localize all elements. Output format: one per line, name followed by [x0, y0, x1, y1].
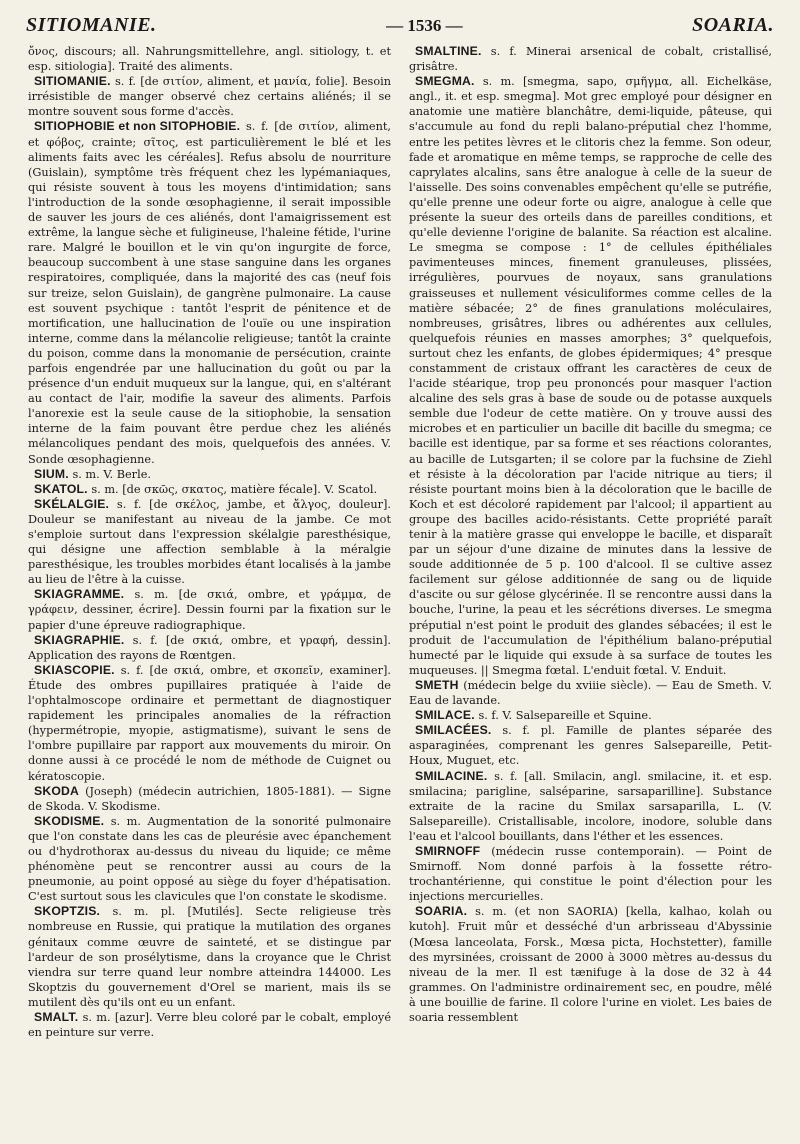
entry-definition: s. m. pl. [Mutilés]. Secte religieuse très nombreuse en Russie, qui pratique la mutilation des organes génitaux comme œuvre de sainteté, et se distingue par l'ardeur de son prosélytisme, dans la croyance que le Christ viendra sur terre quand leur nombre atteindra 144000. Les Skoptzis du gouvernement d'Orel se marient, mais ils se mutilent dès qu'ils ont eu un enfant.	[28, 905, 391, 1009]
dictionary-entry	[28, 663, 391, 784]
entry-headword: SMILACE.	[415, 708, 475, 723]
entry-definition: s. f. [all. Smilacin, angl. smilacine, it. et esp. smilacina; parigline, salséparine, sarsaparilline]. Substance extraite de la racine du Smilax sarsaparilla, L. (V. Salsepareille). Cristallisable, incolore, inodore, soluble dans l'eau et l'alcool bouillants, dans l'éther et les essences.	[409, 769, 772, 843]
entry-definition: s. m. Augmentation de la sonorité pulmonaire que l'on constate dans les cas de pleurésie avec épanchement ou d'hydrothorax au-dessus du niveau du liquide; ce même phénomène peut se rencontrer aussi au cours de la pneumonie, au point opposé au siège du foyer d'hépatisation. C'est surtout sous les clavicules que l'on constate le skodisme.	[28, 814, 391, 904]
header-last-word: SOARIA.	[692, 14, 774, 36]
entry-definition: s. f. Minerai arsenical de cobalt, cristallisé, grisâtre.	[409, 45, 772, 74]
entry-headword: SMIRNOFF	[415, 843, 481, 858]
entry-definition: s. m. [de σκιά, ombre, et γράμμα, de γράφειν, dessiner, écrire]. Dessin fourni par la fixation sur le papier d'une épreuve radiographique.	[28, 588, 391, 632]
dictionary-entry	[28, 633, 391, 663]
dictionary-entry	[409, 723, 772, 768]
entry-definition: (médecin belge du xviiie siècle). — Eau de Smeth. V. Eau de lavande.	[409, 678, 772, 708]
entry-definition: s. f. [de σκιά, ombre, et γραφή, dessin]. Application des rayons de Rœntgen.	[28, 633, 391, 662]
entry-definition: s. f. [de σκιά, ombre, et σκοπεῖν, examiner]. Étude des ombres pupillaires pratiquée à l'aide de l'ophtalmoscope ordinaire et permettant de diagnostiquer rapidement les principales anomalies de la réfraction (hypermétropie, myopie, astigmatisme), suivant le sens de l'ombre pupillaire par rapport aux mouvements du miroir. On donne aussi à ce procédé le nom de méthode de Cuignet ou kératoscopie.	[28, 663, 391, 783]
dictionary-entry	[28, 44, 391, 74]
dictionary-entry	[28, 74, 391, 119]
dictionary-entry	[409, 844, 772, 904]
dictionary-entry	[409, 44, 772, 74]
entry-definition: (médecin russe contemporain). — Point de Smirnoff. Nom donné parfois à la fossette rétro-trochantérienne, qui constitue le point d'élection pour les injections mercurielles.	[409, 844, 772, 904]
left-column	[28, 44, 391, 1130]
right-column	[409, 44, 772, 1130]
dictionary-entry	[409, 678, 772, 708]
entry-headword: SKIAGRAMME.	[34, 587, 125, 602]
dictionary-entry	[28, 467, 391, 482]
entry-headword: SMALT.	[34, 1010, 79, 1024]
entry-headword: SKIAGRAPHIE.	[34, 632, 125, 647]
entry-headword: SITIOMANIE.	[34, 74, 111, 89]
entry-definition: s. m. [azur]. Verre bleu coloré par le cobalt, employé en peinture sur verre.	[28, 1011, 391, 1040]
entry-headword: SMETH	[415, 677, 459, 692]
entry-definition: s. f. [de σιτίον, aliment, et φόβος, crainte; σῖτος, est particulièrement le blé et les aliments faits avec les céréales]. Refus absolu de nourriture (Guislain), symptôme très fréquent chez les lypémaniaques, qui résiste souvent à tous les moyens d'intimidation; sans l'introduction de la sonde œsophagienne, il serait impossible de sauver les jours de ces aliénés, dont l'amaigrissement est extrême, la langue sèche et fuligineuse, l'haleine fétide, l'urine rare. Malgré le bouillon et le vin qu'on ingurgite de force, beaucoup succombent à une stase sanguine dans les organes respiratoires, compliquée, dans la majorité des cas (neuf fois sur treize, selon Guislain), de gangrène pulmonaire. La cause est souvent psychique : tantôt l'esprit de pénitence et de mortification, une hallucination de l'ouïe ou une inspiration interne, comme dans la mélancolie religieuse; tantôt la crainte du poison, comme dans la monomanie de persécution, crainte parfois engendrée par une hallucination du goût ou par la présence d'un enduit muqueux sur la langue, qui, en s'altérant au contact de l'air, modifie la saveur des aliments. Parfois l'anorexie est la seule cause de la sitiophobie, la sensation interne de la faim pouvant être perdue chez les aliénés mélancoliques pendant des mois, quelquefois des années. V. Sonde œsophagienne.	[28, 120, 391, 466]
entry-headword: SKODA	[34, 783, 80, 798]
entry-headword: SMILACÉES.	[415, 723, 492, 738]
entry-headword: SKATOL.	[34, 481, 88, 496]
page-number: — 1536 —	[386, 16, 463, 35]
entry-headword: SMILACINE.	[415, 768, 488, 783]
entry-headword: SKODISME.	[34, 813, 105, 828]
dictionary-entry	[409, 769, 772, 844]
dictionary-entry	[28, 119, 391, 466]
entry-headword: SMALTINE.	[415, 44, 482, 58]
dictionary-entry	[28, 497, 391, 588]
entry-headword: SIUM.	[34, 466, 69, 481]
entry-definition: ὄνος, discours; all. Nahrungsmittellehre, angl. sitiology, t. et esp. sitiologia]. Traité des aliments.	[28, 45, 391, 74]
dictionary-entry	[409, 74, 772, 678]
entry-definition: s. f. [de σκέλος, jambe, et ἄλγος, douleur]. Douleur se manifestant au niveau de la jambe. Ce mot s'emploie surtout dans l'expression skélalgie paresthésique, qui désigne une affection semblable à la méralgie paresthésique, les troubles morbides étant localisés à la jambe au lieu de l'être à la cuisse.	[28, 497, 391, 587]
entry-headword: SKOPTZIS.	[34, 904, 101, 919]
dictionary-entry	[28, 904, 391, 1010]
entry-definition: s. f. pl. Famille de plantes séparée des asparaginées, comprenant les genres Salsepareille, Petit-Houx, Muguet, etc.	[409, 724, 772, 768]
entry-definition: s. m. [de σκῶς, σκατος, matière fécale]. V. Scatol.	[91, 482, 378, 496]
entry-headword: SKIASCOPIE.	[34, 662, 115, 677]
header-first-word: SITIOMANIE.	[26, 14, 157, 36]
dictionary-entry	[28, 814, 391, 905]
dictionary-entry	[28, 784, 391, 814]
dictionary-entry	[28, 482, 391, 497]
entry-definition: s. m. V. Berle.	[72, 467, 151, 481]
running-header	[26, 14, 774, 40]
dictionary-entry	[409, 904, 772, 1025]
entry-headword: SITIOPHOBIE et non SITOPHOBIE.	[34, 119, 241, 134]
entry-headword: SOARIA.	[415, 904, 468, 919]
entry-definition: s. f. V. Salsepareille et Squine.	[478, 709, 652, 723]
entry-definition: s. f. [de σιτίον, aliment, et μανία, folie]. Besoin irrésistible de manger observé chez certains aliénés; il se montre souvent sous forme d'accès.	[28, 75, 391, 119]
text-columns	[28, 44, 772, 1130]
entry-definition: s. m. (et non SAORIA) [kella, kalhao, kolah ou kutoh]. Fruit mûr et desséché d'un arbrisseau d'Abyssinie (Mœsa lanceolata, Forsk., Mœsa picta, Hochstetter), famille des myrsinées, croissant de 2000 à 3000 mètres au-dessus du niveau de la mer. Il est tænifuge à la dose de 32 à 44 grammes. On l'administre ordinairement sec, en poudre, mêlé à une bouillie de farine. Il colore l'urine en violet. Les baies de soaria ressemblent	[409, 905, 772, 1024]
dictionary-entry	[28, 587, 391, 632]
entry-headword: SKÉLALGIE.	[34, 496, 110, 511]
dictionary-entry	[409, 708, 772, 723]
entry-definition: (Joseph) (médecin autrichien, 1805-1881). — Signe de Skoda. V. Skodisme.	[28, 784, 391, 813]
entry-definition: s. m. [smegma, sapo, σμῆγμα, all. Eichelkäse, angl., it. et esp. smegma]. Mot grec employé pour désigner en anatomie une matière blanchâtre, demi-liquide, pâteuse, qui s'accumule au fond du repli balano-préputial chez l'homme, entre les petites lèvres et le clitoris chez la femme. Son odeur, fade et aromatique en même temps, se rapproche de celle des caprylates alcalins, sans être analogue à celle de la sueur de l'aisselle. Des soins convenables empêchent qu'elle se putréfie, qu'elle prenne une odeur forte ou aigre, analogue à celle que présente la sueur des orteils dans de pareilles conditions, et qu'elle devienne l'origine de balanite. Sa réaction est alcaline. Le smegma se compose : 1° de cellules épithéliales pavimenteuses minces, finement granuleuses, plissées, irrégulières, pourvues de noyaux, sans granulations graisseuses et nullement vésiculiformes comme celles de la matière sébacée; 2° de fines granulations moléculaires, nombreuses, grisâtres, libres ou adhérentes aux cellules, quelquefois réunies en masses amorphes; 3° quelquefois, surtout chez les enfants, de globes épidermiques; 4° presque constamment de cristaux offrant les caractères de ceux de l'acide stéarique, trop peu prononcés pour masquer l'action alcaline des sels gras à base de soude ou de potasse auxquels semble due l'odeur de cette matière. On y trouve aussi des microbes et en particulier un bacille dit bacille du smegma; ce bacille est identique, par sa forme et ses réactions colorantes, au bacille de Lutsgarten; il se colore par la fuchsine de Ziehl et résiste à la décoloration par l'acide nitrique au tiers; il résiste pourtant moins bien à la décoloration que le bacille de Koch et est décoloré rapidement par l'alcool; il appartient au groupe des bacilles acido-résistants. Cette propriété paraît tenir à la matière grasse qui enveloppe le bacille, et disparaît par un séjour d'une dizaine de minutes dans la lessive de soude additionnée de 5 p. 100 d'alcool. Il se cultive assez facilement sur gélose additionnée de sang ou de liquide d'ascite ou sur gélose glycérinée. Il se rencontre aussi dans la bouche, l'urine, la peau et les sécrétions diverses. Le smegma préputial n'est point le produit des glandes sébacées; il est le produit de l'accumulation de l'épithélium balano-préputial humecté par le liquide qui exsude à sa surface de toutes les muqueuses. || Smegma fœtal. L'enduit fœtal. V. Enduit.	[409, 75, 772, 677]
dictionary-entry	[28, 1010, 391, 1040]
entry-headword: SMEGMA.	[415, 74, 475, 89]
